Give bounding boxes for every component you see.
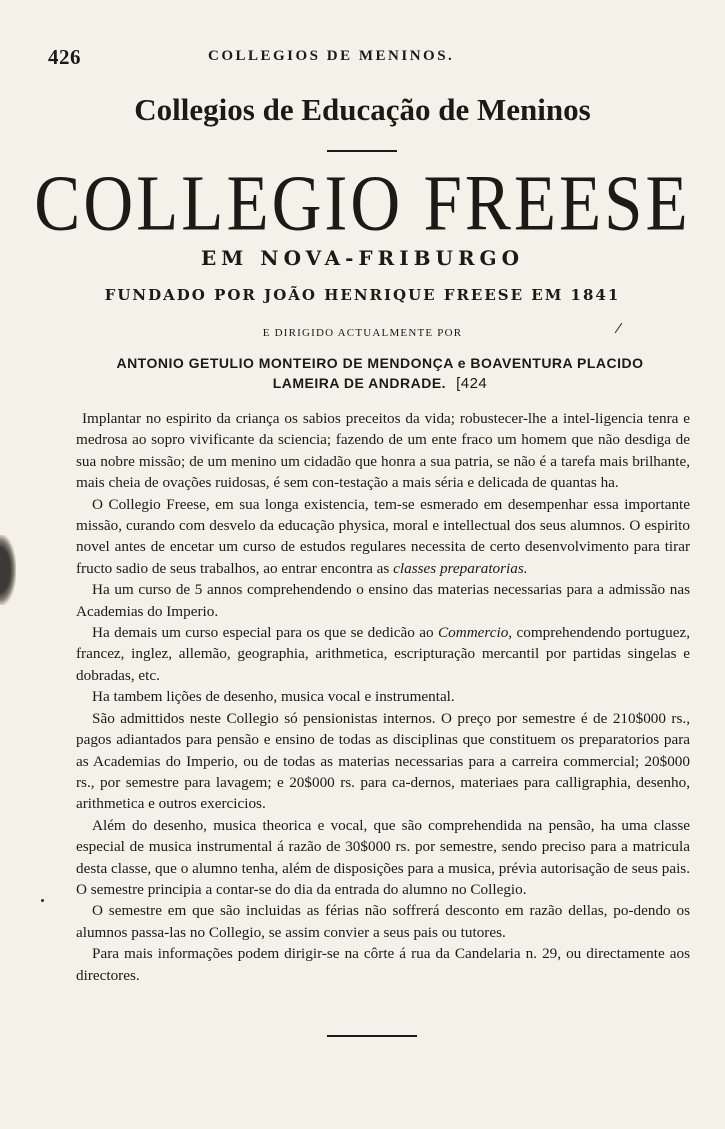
paragraph-lessons: Ha tambem lições de desenho, musica vocal e instrumental. [92,688,455,706]
page-number: 426 [48,45,81,69]
divider-bottom [327,1035,417,1037]
body-text [76,408,690,986]
running-title: COLLEGIOS DE MENINOS. [208,48,455,64]
paragraph-intro: Implantar no espirito da criança os sabios preceitos da vida; robustecer-lhe a intel-ligencia tenra e medrosa ao sopro vivificante da sciencia; fazendo de um ente fraco um homem que não desdiga de sua nobre missão; de um menino um cidadão que honra a sua patria, se não é a tarefa mais brilhante, mais cheia de ovações ruidosas, é sem con-testação a mais séria e delicada de quantas ha. [76,410,690,492]
reference-number: [424 [456,375,488,392]
paragraph-course: Ha um curso de 5 annos comprehendendo o ensino das materias necessarias para a admissão nas Academias do Imperio. [76,581,690,620]
paragraph-holidays: O semestre em que são incluidas as férias não soffrerá desconto em razão dellas, po-dendo os alumnos passa-las no Collegio, se assim convier a seus pais ou tutores. [76,902,690,941]
paragraph-music: Além do desenho, musica theorica e vocal, que são comprehendida na pensão, ha uma classe especial de musica instrumental á razão de 30$000 rs. por semestre, sendo preciso para a matricula desta classe, que o alumno tenha, além de disposições para a musica, prévia autorisação de seus pais. O semestre principia a contar-se do dia da entrada do alumno no Collegio. [76,816,690,898]
directors-line-2 [100,373,660,394]
binding-shadow [0,535,16,605]
school-name: COLLEGIO FREESE [34,159,691,247]
paragraph-admission: São admittidos neste Collegio só pensionistas internos. O preço por semestre é de 210$000 rs., pagos adiantados para pensão e ensino de todas as disciplinas que constituem os preparatorios para as Academias do Imperio, ou de todas as materias necessarias para a carreira commercial; 20$000 rs., por semestre para lavagem; e 20$000 rs. para ca-dernos, materiaes para calligraphia, desenho, arithmetica e outros exercicios. [76,709,690,813]
emphasis-classes: classes preparatorias. [393,559,528,577]
paragraph-mission [76,494,690,580]
paragraph-commerce-text: Ha demais um curso especial para os que se dedicão ao [92,624,438,642]
ink-dot [41,899,44,902]
divider-top [327,150,397,152]
school-location: EM NOVA-FRIBURGO [200,246,525,270]
directors-line-1: ANTONIO GETULIO MONTEIRO DE MENDONÇA e BOAVENTURA PLACIDO [116,355,644,371]
founded-line: FUNDADO POR JOÃO HENRIQUE FREESE EM 1841 [104,286,621,304]
running-head [48,45,688,67]
paragraph-commerce-tail: comprehendendo portuguez, francez, inglez, allemão, geographia, arithmetica, escripturação mercantil por partidas singelas e dobradas, etc. [76,624,690,684]
emphasis-commercio: Commercio, [438,624,513,642]
paragraph-contact: Para mais informações podem dirigir-se na côrte á rua da Candelaria n. 29, ou directamente aos directores. [76,945,690,984]
section-title: Collegios de Educação de Meninos [134,92,591,127]
paragraph-mission-text: O Collegio Freese, em sua longa existencia, tem-se esmerado em desempenhar essa importante missão, curando com desvelo da educação physica, moral e intellectual dos seus alumnos. O espirito novel antes de encetar um curso de estudos regulares necessita de certo desenvolvimento para tirar fructo sadio de seus trabalhos, ao entrar encontra as [76,495,690,577]
directors-line-2-text: LAMEIRA DE ANDRADE. [272,375,447,391]
paragraph-commerce [76,622,690,686]
directors-block [100,353,660,394]
directed-by-line: E DIRIGIDO ACTUALMENTE POR [262,327,463,339]
